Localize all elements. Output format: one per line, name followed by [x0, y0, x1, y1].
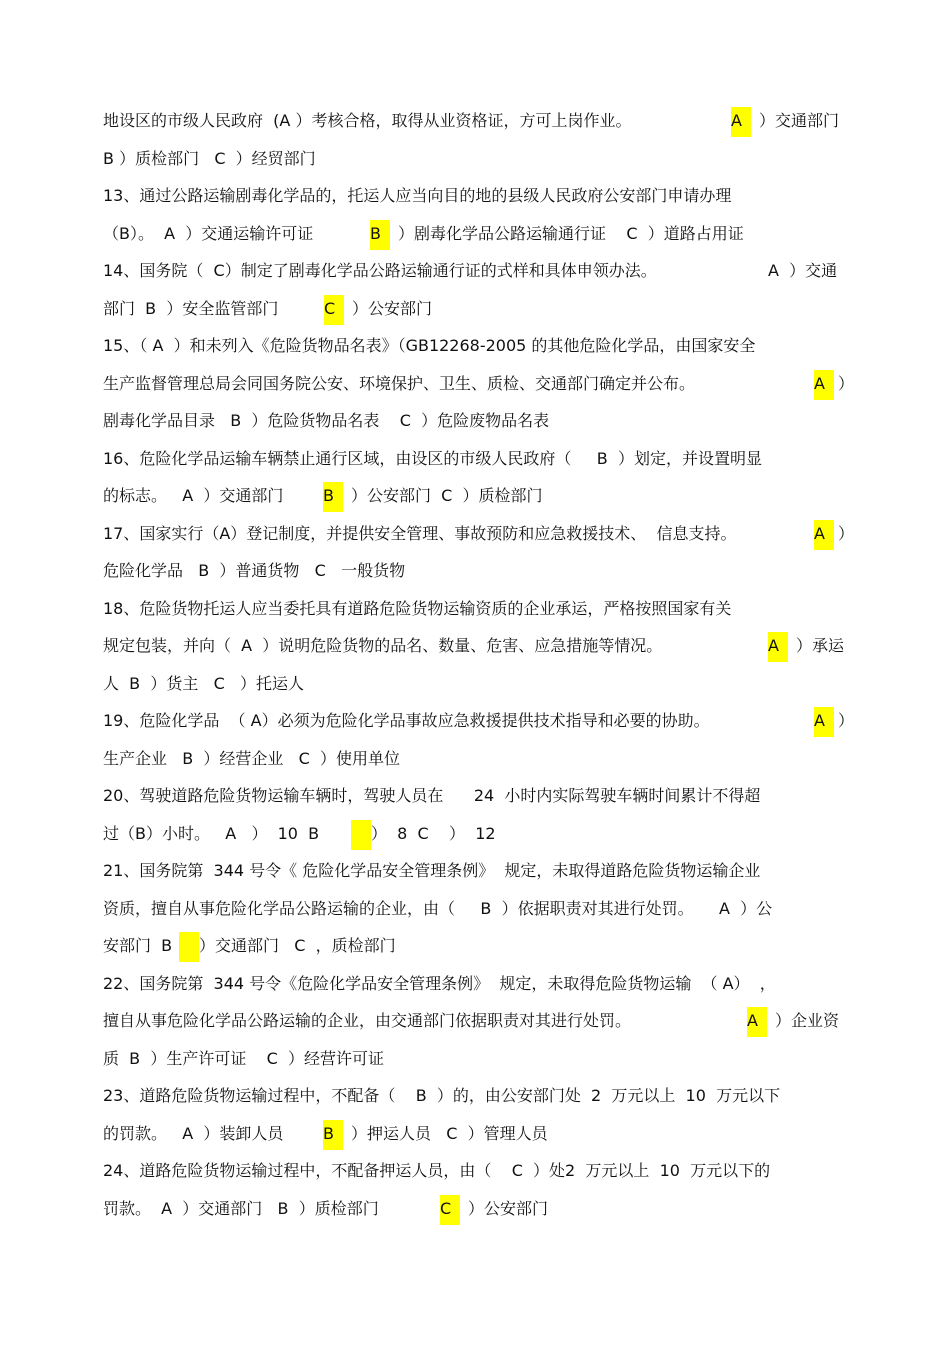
- text-segment: 过（B）小时。 A ） 10 B: [103, 823, 320, 843]
- text-segment: 22、国务院第 344 号令《危险化学品安全管理条例》 规定，未取得危险货物运输 （ A） ，: [103, 973, 776, 993]
- text-segment: A ）交通: [768, 261, 838, 280]
- text-segment: （B）。 A ）交通运输许可证: [103, 223, 314, 243]
- text-segment: 质 B ）生产许可证 C ）经营许可证: [103, 1048, 385, 1068]
- text-segment: 19、危险化学品 （ A）必须为危险化学品事故应急救援提供技术指导和必要的协助。: [103, 711, 710, 730]
- text-segment: ）: [838, 373, 855, 393]
- text-segment: 生产监督管理总局会同国务院公安、环境保护、卫生、质检、交通部门确定并公布。: [103, 373, 696, 393]
- answer-highlight: [814, 370, 834, 400]
- answer-highlight: [814, 520, 834, 550]
- text-segment: 13、通过公路运输剧毒化学品的，托运人应当向目的地的县级人民政府公安部门申请办理: [103, 186, 732, 205]
- text-segment: 14、国务院（ C）制定了剧毒化学品公路运输通行证的式样和具体申领办法。: [103, 261, 657, 280]
- text-segment: 16、危险化学品运输车辆禁止通行区域，由设区的市级人民政府（ B ）划定，并设置明显: [103, 448, 762, 468]
- answer-highlight: [440, 1195, 460, 1225]
- text-segment: ）公安部门: [468, 1198, 549, 1218]
- text-segment: ）押运人员 C ）管理人员: [351, 1123, 548, 1143]
- answer-highlight: [323, 482, 343, 512]
- answer-letter: A: [747, 1011, 758, 1030]
- answer-highlight: [351, 820, 371, 850]
- text-segment: 危险化学品 B ）普通货物 C 一般货物: [103, 561, 406, 580]
- answer-letter: C: [440, 1198, 452, 1218]
- text-segment: 生产企业 B ）经营企业 C ）使用单位: [103, 748, 401, 768]
- text-segment: ）交通部门 C ，质检部门: [199, 936, 396, 955]
- text-segment: 23、道路危险货物运输过程中，不配备（ B ）的，由公安部门处 2 万元以上 10 万元以下: [103, 1086, 781, 1105]
- text-segment: 20、驾驶道路危险货物运输车辆时，驾驶人员在 24 小时内实际驾驶车辆时间累计不得超: [103, 786, 761, 805]
- text-segment: 24、道路危险货物运输过程中，不配备押运人员，由（ C ）处2 万元以上 10 万元以下的: [103, 1161, 771, 1180]
- text-segment: 的标志。 A ）交通部门: [103, 486, 284, 505]
- text-segment: 18、危险货物托运人应当委托具有道路危险货物运输资质的企业承运，严格按照国家有关: [103, 598, 732, 618]
- answer-letter: C: [324, 298, 336, 318]
- text-segment: 剧毒化学品目录 B ）危险货物品名表 C ）危险废物品名表: [103, 411, 550, 430]
- answer-letter: B: [323, 486, 334, 505]
- text-segment: 部门 B ）安全监管部门: [103, 298, 279, 318]
- answer-letter: B: [370, 223, 381, 243]
- text-segment: 地设区的市级人民政府 (A ）考核合格，取得从业资格证，方可上岗作业。: [103, 111, 632, 130]
- answer-highlight: [323, 1120, 343, 1150]
- answer-highlight: [814, 707, 834, 737]
- text-segment: 的罚款。 A ）装卸人员: [103, 1123, 284, 1143]
- text-segment: 规定包装，并向（ A ）说明危险货物的品名、数量、危害、应急措施等情况。: [103, 636, 663, 655]
- text-segment: 擅自从事危险化学品公路运输的企业，由交通部门依据职责对其进行处罚。: [103, 1011, 632, 1030]
- answer-letter: A: [814, 373, 825, 393]
- text-segment: ）企业资: [775, 1011, 840, 1030]
- answer-letter: A: [814, 523, 825, 543]
- text-segment: ）公安部门: [352, 298, 433, 318]
- text-segment: 安部门 B: [103, 936, 173, 955]
- text-segment: ）承运: [796, 636, 845, 655]
- text-segment: B ）质检部门 C ）经贸部门: [103, 148, 316, 168]
- answer-highlight: [179, 932, 199, 962]
- answer-highlight: [768, 632, 788, 662]
- text-segment: 17、国家实行（A）登记制度，并提供安全管理、事故预防和应急救援技术、 信息支持。: [103, 523, 737, 543]
- text-segment: ）公安部门 C ）质检部门: [351, 486, 543, 505]
- answer-letter: A: [814, 711, 825, 730]
- answer-letter: A: [731, 111, 742, 130]
- text-segment: 人 B ）货主 C ）托运人: [103, 673, 305, 693]
- text-segment: ）: [838, 523, 855, 543]
- answer-letter: A: [768, 636, 779, 655]
- answer-letter: B: [323, 1123, 334, 1143]
- text-segment: 15、（ A ）和未列入《危险货物品名表》（GB12268-2005 的其他危险化学品，由国家安全: [103, 336, 756, 355]
- answer-highlight: [731, 107, 751, 137]
- text-segment: ）交通部门: [759, 111, 840, 130]
- answer-highlight: [747, 1007, 767, 1037]
- answer-highlight: [324, 295, 344, 325]
- answer-highlight: [370, 220, 390, 250]
- text-segment: ）: [838, 711, 855, 730]
- text-segment: ）剧毒化学品公路运输通行证 C ）道路占用证: [398, 223, 744, 243]
- text-segment: 资质，擅自从事危险化学品公路运输的企业，由（ B ）依据职责对其进行处罚。 A ）公: [103, 898, 773, 918]
- text-segment: ） 8 C ） 12: [371, 823, 496, 843]
- text-segment: 罚款。 A ）交通部门 B ）质检部门: [103, 1198, 379, 1218]
- text-segment: 21、国务院第 344 号令《 危险化学品安全管理条例》 规定，未取得道路危险货物运输企业: [103, 861, 761, 880]
